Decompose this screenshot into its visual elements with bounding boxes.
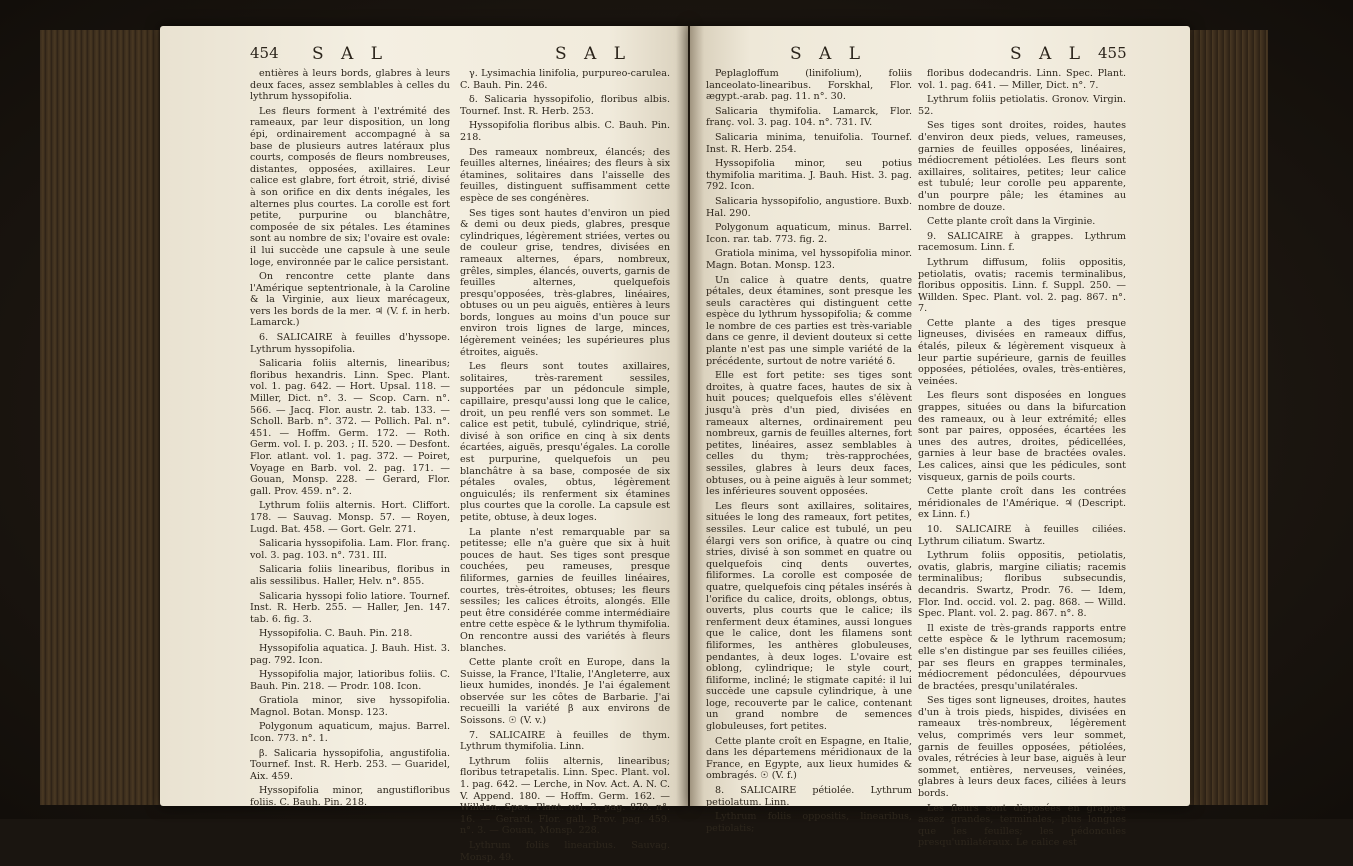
paragraph: Cette plante croît en Europe, dans la Suisse, la France, l'Italie, l'Angleterre, aux lieux humides, inondés. Je l'ai également observée sur les côtes de Barbarie. J'ai recueilli la variété β aux environs de Soissons. ☉ (V. v.) xyxy=(460,657,670,727)
paragraph: Hyssopifolia minor, angustifloribus foliis. C. Bauh. Pin. 218. xyxy=(250,785,450,809)
left-page-stack-edge xyxy=(40,30,164,805)
paragraph: Les fleurs forment à l'extrémité des rameaux, par leur disposition, un long épi, ordinairement accompagné à sa base de plusieurs autres latéraux plus courts, composés de fleurs nombreuses, distantes, opposées, axillaires. Leur calice est glabre, fort étroit, strié, divisé à son orifice en dix dents inégales, les alternes plus courtes. La corolle est fort petite, purpurine ou blanchâtre, composée de six pétales. Les étamines sont au nombre de six; l'ovaire est ovale: il lui succède une capsule à une seule loge, environnée par le calice persistant. xyxy=(250,105,450,268)
paragraph: 9. SALICAIRE à grappes. Lythrum racemosum. Linn. f. xyxy=(918,230,1126,254)
paragraph: Salicaria hyssopifolio, angustiore. Buxb. Hal. 290. xyxy=(706,195,912,219)
left-running-head-1: S A L xyxy=(312,44,389,64)
paragraph: Lythrum foliis linearibus. Sauvag. Monsp. 49. xyxy=(460,840,670,863)
left-page-number: 454 xyxy=(250,44,279,62)
paragraph: La plante n'est remarquable par sa petitesse; elle n'a guère que six à huit pouces de haut. Ses tiges sont presque couchées, peu rameuses, presque filiformes, garnies de feuilles linéaires, courtes, très-étroites, obtuses; les fleurs sessiles; les calices étroits, alongés. Elle peut être considérée comme intermédiaire entre cette espèce & le lythrum thymifolia. On rencontre aussi des variétés à fleurs blanches. xyxy=(460,526,670,654)
paragraph: Hyssopifolia minor, seu potius thymifolia maritima. J. Bauh. Hist. 3. pag. 792. Icon. xyxy=(706,158,912,193)
book-gutter xyxy=(676,26,704,806)
paragraph: Un calice à quatre dents, quatre pétales, deux étamines, sont presque les seuls caractères qui distinguent cette espèce du lythrum hyssopifolia; & comme le nombre de ces parties est très-variable dans ce genre, il devient douteux si cette plante n'est pas une simple variété de la précédente, surtout de notre variété δ. xyxy=(706,274,912,367)
paragraph: Lythrum foliis alternis, linearibus; floribus tetrapetalis. Linn. Spec. Plant. vol. 1. pag. 642. — Lerche, in Nov. Act. A. N. C. V. Append. 180. — Hoffm. Germ. 162. — Willden. Spec. Plant. vol. 2. pag. 870. n°. 16. — Gerard, Flor. gall. Prov. pag. 459. n°. 3. — Gouan, Monsp. 228. xyxy=(460,755,670,837)
paragraph: Lythrum foliis petiolatis. Gronov. Virgin. 52. xyxy=(918,94,1126,117)
paragraph: Salicaria thymifolia. Lamarck, Flor. franç. vol. 3. pag. 104. n°. 731. IV. xyxy=(706,105,912,129)
paragraph: 8. SALICAIRE pétiolée. Lythrum petiolatum. Linn. xyxy=(706,785,912,808)
paragraph: Des rameaux nombreux, élancés; des feuilles alternes, linéaires; des fleurs à six étamines, solitaires dans l'aisselle des feuilles, distinguent suffisamment cette espèce de ses congénères. xyxy=(460,146,670,204)
paragraph: Salicaria minima, tenuifolia. Tournef. Inst. R. Herb. 254. xyxy=(706,131,912,155)
right-page-column-1 xyxy=(706,68,912,837)
paragraph: Elle est fort petite: ses tiges sont droites, à quatre faces, hautes de six à huit pouces; quelquefois elles s'élèvent jusqu'à près d'un pied, divisées en rameaux alternes, ordinairement peu nombreux, garnis de feuilles alternes, fort petites, linéaires, assez semblables à celles du thym; très-rapprochées, sessiles, glabres à leurs deux faces, obtuses, ou à peine aiguës à leur sommet; les inférieures souvent opposées. xyxy=(706,370,912,498)
right-running-head-1: S A L xyxy=(790,44,867,64)
paragraph: Les fleurs sont disposées en grappes assez grandes, terminales, plus longues que les feuilles; les pédoncules presqu'unilatéraux. Le calice est xyxy=(918,802,1126,849)
paragraph: Cette plante croît dans les contrées méridionales de l'Amérique. ♃ (Descript. ex Linn. f.) xyxy=(918,486,1126,521)
right-page-number: 455 xyxy=(1098,44,1127,62)
paragraph: Lythrum foliis alternis. Hort. Cliffort. 178. — Sauvag. Monsp. 57. — Royen, Lugd. Bat. 458. — Gort. Gelr. 271. xyxy=(250,500,450,535)
left-page-column-2 xyxy=(460,68,670,866)
paragraph: entières à leurs bords, glabres à leurs deux faces, assez semblables à celles du lythrum hyssopifolia. xyxy=(250,68,450,103)
paragraph: Les fleurs sont toutes axillaires, solitaires, très-rarement sessiles, supportées par un pédoncule simple, capillaire, presqu'aussi long que le calice, droit, un peu renflé vers son sommet. Le calice est petit, tubulé, cylindrique, strié, divisé à son orifice en cinq à six dents écartées, aiguës, presqu'égales. La corolle est purpurine, quelquefois un peu blanchâtre à sa base, composée de six pétales ovales, obtus, légèrement onguiculés; ils renferment six étamines plus courtes que la corolle. La capsule est petite, obtuse, à deux loges. xyxy=(460,361,670,523)
paragraph: Polygonum aquaticum, majus. Barrel. Icon. 773. n°. 1. xyxy=(250,721,450,745)
left-running-head-2: S A L xyxy=(555,44,632,64)
paragraph: Les fleurs sont axillaires, solitaires, situées le long des rameaux, fort petites, sessiles. Leur calice est tubulé, un peu élargi vers son orifice, à quatre ou cinq stries, divisé à son sommet en quatre ou quelquefois cinq dents ouvertes, filiformes. La corolle est composée de quatre, quelquefois cinq pétales insérés à l'orifice du calice, droits, oblongs, obtus, ouverts, plus courts que le calice; ils renferment deux étamines, aussi longues que le calice, dont les filamens sont filiformes, les anthères globuleuses, pendantes, à deux loges. L'ovaire est oblong, cylindrique; le style court, filiforme, incliné; le stigmate capité: il lui succède une capsule cylindrique, à une loge, recouverte par le calice, contenant un grand nombre de semences globuleuses, fort petites. xyxy=(706,500,912,733)
paragraph: Ses tiges sont hautes d'environ un pied & demi ou deux pieds, glabres, presque cylindriques, légèrement striées, vertes ou de couleur grise, tendres, divisées en rameaux alternes, épars, nombreux, grêles, simples, élancés, ouverts, garnis de feuilles alternes, quelquefois presqu'opposées, très-glabres, linéaires, obtuses ou un peu aiguës, entières à leurs bords, longues au moins d'un pouce sur environ trois lignes de large, minces, légèrement veinées; les supérieures plus étroites, aiguës. xyxy=(460,207,670,358)
paragraph: Hyssopifolia major, latioribus foliis. C. Bauh. Pin. 218. — Prodr. 108. Icon. xyxy=(250,669,450,692)
paragraph: δ. Salicaria hyssopifolio, floribus albis. Tournef. Inst. R. Herb. 253. xyxy=(460,94,670,117)
paragraph: Lythrum foliis oppositis, petiolatis, ovatis, glabris, margine ciliatis; racemis terminalibus; floribus subsecundis, decandris. Swartz, Prodr. 76. — Idem, Flor. Ind. occid. vol. 2. pag. 868. — Willd. Spec. Plant. vol. 2. pag. 867. n°. 8. xyxy=(918,550,1126,620)
paragraph: Gratiola minor, sive hyssopifolia. Magnol. Botan. Monsp. 123. xyxy=(250,695,450,718)
paragraph: Hyssopifolia floribus albis. C. Bauh. Pin. 218. xyxy=(460,120,670,143)
right-running-head-2: S A L xyxy=(1010,44,1087,64)
paragraph: 10. SALICAIRE à feuilles ciliées. Lythrum ciliatum. Swartz. xyxy=(918,523,1126,547)
paragraph: Il existe de très-grands rapports entre cette espèce & le lythrum racemosum; elle s'en distingue par ses feuilles ciliées, par ses fleurs en grappes terminales, médiocrement pédonculées, dépourvues de bractées, presqu'unilatérales. xyxy=(918,622,1126,692)
paragraph: Salicaria foliis linearibus, floribus in alis sessilibus. Haller, Helv. n°. 855. xyxy=(250,564,450,587)
paragraph: Ses tiges sont ligneuses, droites, hautes d'un à trois pieds, hispides, divisées en rameaux très-nombreux, légèrement velus, comprimés vers leur sommet, garnis de feuilles opposées, pétiolées, ovales, rétrécies à leur base, aiguës à leur sommet, entières, nerveuses, veinées, glabres à leurs deux faces, ciliées à leurs bords. xyxy=(918,695,1126,800)
paragraph: Lythrum foliis oppositis, linearibus, petiolatis; xyxy=(706,811,912,834)
paragraph: Cette plante croît en Espagne, en Italie, dans les départemens méridionaux de la France, en Egypte, aux lieux humides & ombragés. ☉ (V. f.) xyxy=(706,735,912,782)
paragraph: β. Salicaria hyssopifolia, angustifolia. Tournef. Inst. R. Herb. 253. — Guaridel, Aix. 459. xyxy=(250,747,450,782)
paragraph: Salicaria hyssopi folio latiore. Tournef. Inst. R. Herb. 255. — Haller, Jen. 147. tab. 6. fig. 3. xyxy=(250,590,450,625)
paragraph: Les fleurs sont disposées en longues grappes, situées ou dans la bifurcation des rameaux, ou à leur extrémité; elles sont par paires, opposées, écartées les unes des autres, droites, pédicellées, garnies à leur base de bractées ovales. Les calices, ainsi que les pédicules, sont visqueux, garnis de poils courts. xyxy=(918,390,1126,483)
paragraph: 6. SALICAIRE à feuilles d'hyssope. Lythrum hyssopifolia. xyxy=(250,332,450,355)
left-page-column-1 xyxy=(250,68,450,812)
right-page-stack-edge xyxy=(1188,30,1268,805)
paragraph: Gratiola minima, vel hyssopifolia minor. Magn. Botan. Monsp. 123. xyxy=(706,248,912,271)
paragraph: Salicaria foliis alternis, linearibus; floribus hexandris. Linn. Spec. Plant. vol. 1. pag. 642. — Hort. Upsal. 118. — Miller, Dict. n°. 3. — Scop. Carn. n°. 566. — Jacq. Flor. austr. 2. tab. 133. — Scholl. Barb. n°. 372. — Pollich. Pal. n°. 451. — Hoffm. Germ. 172. — Roth. Germ. vol. I. p. 203. ; II. 520. — Desfont. Flor. atlant. vol. 1. pag. 372. — Poiret, Voyage en Barb. vol. 2. pag. 171. — Gouan, Monsp. 228. — Gerard, Flor. gall. Prov. 459. n°. 2. xyxy=(250,358,450,497)
paragraph: 7. SALICAIRE à feuilles de thym. Lythrum thymifolia. Linn. xyxy=(460,729,670,753)
right-page-column-2 xyxy=(918,68,1126,852)
paragraph: Lythrum diffusum, foliis oppositis, petiolatis, ovatis; racemis terminalibus, floribus oppositis. Linn. f. Suppl. 250. — Willden. Spec. Plant. vol. 2. pag. 867. n°. 7. xyxy=(918,256,1126,315)
paragraph: Salicaria hyssopifolia. Lam. Flor. franç. vol. 3. pag. 103. n°. 731. III. xyxy=(250,538,450,561)
paragraph: Peplagloffum (linifolium), foliis lanceolato-linearibus. Forskhal, Flor. ægypt.-arab. pag. 11. n°. 30. xyxy=(706,68,912,103)
paragraph: γ. Lysimachia linifolia, purpureo-carulea. C. Bauh. Pin. 246. xyxy=(460,68,670,91)
paragraph: Hyssopifolia. C. Bauh. Pin. 218. xyxy=(259,628,413,640)
paragraph: On rencontre cette plante dans l'Amérique septentrionale, à la Caroline & la Virginie, aux lieux marécageux, vers les bords de la mer. ♃ (V. f. in herb. Lamarck.) xyxy=(250,271,450,329)
paragraph: Cette plante croît dans la Virginie. xyxy=(927,216,1096,228)
paragraph: Ses tiges sont droites, roides, hautes d'environ deux pieds, velues, rameuses, garnies de feuilles opposées, linéaires, médiocrement pétiolées. Les fleurs sont axillaires, solitaires, petites; leur calice est tubulé; leur corolle peu apparente, d'un pourpre pâle; les étamines au nombre de douze. xyxy=(918,120,1126,213)
paragraph: Hyssopifolia aquatica. J. Bauh. Hist. 3. pag. 792. Icon. xyxy=(250,642,450,666)
paragraph: Cette plante a des tiges presque ligneuses, divisées en rameaux diffus, étalés, pileux & légèrement visqueux à leur partie supérieure, garnis de feuilles opposées, pétiolées, ovales, très-entières, veinées. xyxy=(918,317,1126,387)
paragraph: floribus dodecandris. Linn. Spec. Plant. vol. 1. pag. 641. — Miller, Dict. n°. 7. xyxy=(918,68,1126,91)
paragraph: Polygonum aquaticum, minus. Barrel. Icon. rar. tab. 773. fig. 2. xyxy=(706,222,912,245)
